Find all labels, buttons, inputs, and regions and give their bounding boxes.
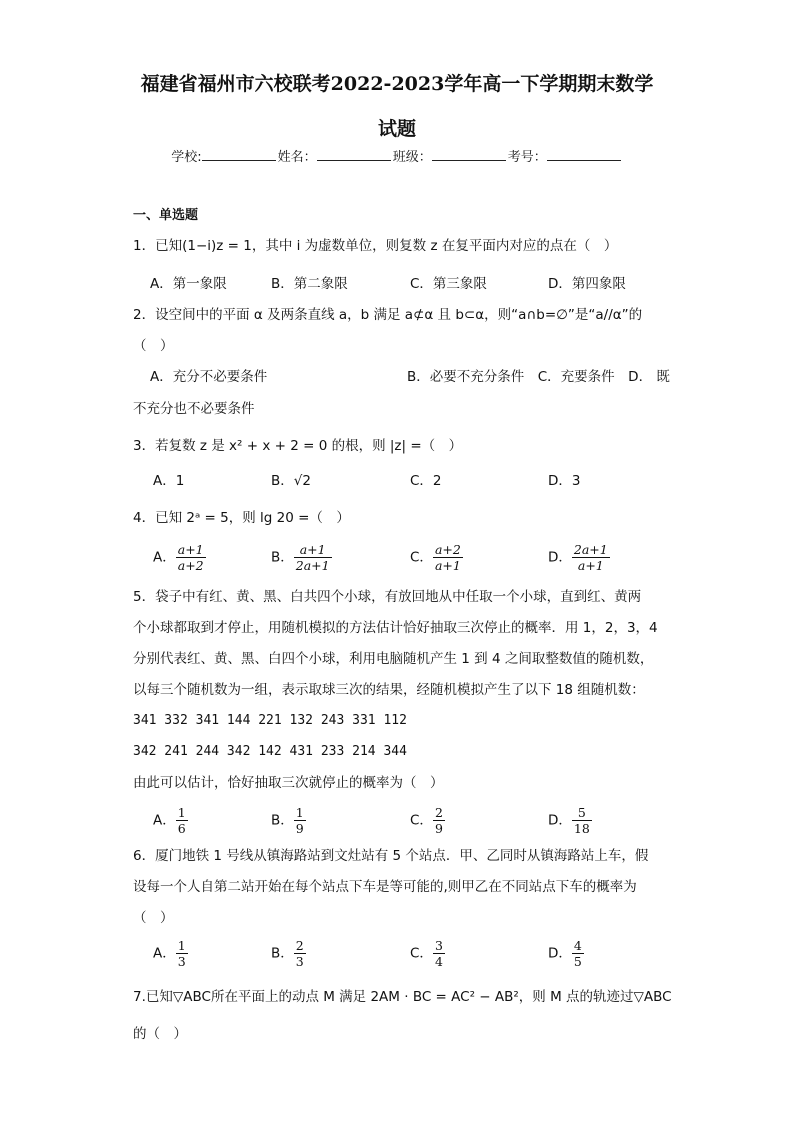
q5-a-fraction [176,805,188,836]
q5-b-fraction [294,805,306,836]
q5-option-c [410,805,445,836]
q2-stem-line1: 2．设空间中的平面 α 及两条直线 a，b 满足 a⊄α 且 b⊂α，则“a∩b=∅”是“a//α”的 [133,307,643,323]
q6-option-a [153,938,188,969]
q7-stem-line1: 7.已知▽ABC所在平面上的动点 M 满足 2AM · BC = AC² − AB²，则 M 点的轨迹过▽ABC [133,989,672,1005]
school-label: 学校: [171,150,202,165]
q5-option-b [271,805,306,836]
q4-c-fraction [433,542,463,573]
q5-c-denominator: 9 [434,821,443,836]
q5-random-row1: 341 332 341 144 221 132 243 331 112 [133,713,407,728]
q4-option-a [153,542,206,573]
q1-option-d: D．第四象限 [548,276,626,292]
q5-stem-line5: 由此可以估计，恰好抽取三次就停止的概率为（ ） [133,775,444,791]
q6-option-c [410,938,445,969]
q5-c-fraction [433,805,445,836]
q5-a-denominator: 6 [177,821,186,836]
q2-option-a: A．充分不必要条件 [150,369,268,385]
q5-d-denominator: 18 [573,821,590,836]
q5-d-label: D． [548,812,572,829]
q3-option-d: D．3 [548,473,581,489]
q5-random-row2: 342 241 244 342 142 431 233 214 344 [133,744,407,759]
q5-b-numerator: 1 [295,805,304,820]
q4-d-fraction [572,542,610,573]
q4-a-fraction [176,542,206,573]
q6-b-denominator: 3 [295,954,304,969]
q5-c-label: C． [410,812,433,829]
q1-option-c: C．第三象限 [410,276,487,292]
q3-stem: 3．若复数 z 是 x² + x + 2 = 0 的根，则 |z| =（ ） [133,438,463,454]
q4-d-label: D． [548,549,572,566]
q4-stem: 4．已知 2ᵃ = 5，则 lg 20 =（ ） [133,510,350,526]
q4-a-denominator: a+2 [177,558,204,573]
q4-c-denominator: a+1 [434,558,461,573]
q6-a-denominator: 3 [177,954,186,969]
q4-b-fraction [294,542,332,573]
q5-stem-line4: 以每三个随机数为一组，表示取球三次的结果，经随机模拟产生了以下 18 组随机数： [133,682,645,698]
exam-title-line1: 福建省福州市六校联考2022-2023学年高一下学期期末数学 [140,73,654,95]
q4-option-d [548,542,610,573]
q4-b-label: B． [271,549,294,566]
section-heading: 一、单选题 [133,208,199,223]
q6-stem-line1: 6．厦门地铁 1 号线从镇海路站到文灶站有 5 个站点．甲、乙同时从镇海路站上车，假 [133,848,649,864]
q4-d-numerator: 2a+1 [573,542,608,557]
q6-b-fraction [294,938,306,969]
q6-c-label: C． [410,945,433,962]
q5-a-label: A． [153,812,176,829]
name-label: 姓名： [277,150,317,165]
q6-a-fraction [176,938,188,969]
q5-a-numerator: 1 [177,805,186,820]
exam-title-line2: 试题 [377,118,416,140]
name-blank[interactable] [317,148,391,161]
q4-option-c [410,542,463,573]
q5-d-fraction [572,805,592,836]
q1-stem: 1．已知(1−i)z = 1，其中 i 为虚数单位，则复数 z 在复平面内对应的点在（ ） [133,238,618,254]
q6-option-d [548,938,584,969]
q5-option-d [548,805,592,836]
q6-b-numerator: 2 [295,938,304,953]
q4-b-numerator: a+1 [294,542,332,558]
q1-option-a: A．第一象限 [150,276,227,292]
q5-option-a [153,805,188,836]
q6-stem-line3: （ ） [133,910,174,926]
q3-option-b: B．√2 [271,473,311,489]
q4-a-label: A． [153,549,176,566]
q4-a-numerator: a+1 [177,542,204,557]
q2-option-d-tail: 不充分也不必要条件 [133,401,255,417]
student-info-row [0,146,794,165]
q6-a-numerator: 1 [177,938,186,953]
q4-b-denominator: 2a+1 [295,558,330,573]
q4-d-denominator: a+1 [577,558,604,573]
q3-option-c: C．2 [410,473,442,489]
q2-stem-line2: （ ） [133,338,174,354]
q6-d-numerator: 4 [573,938,582,953]
q6-c-numerator: 3 [434,938,443,953]
q5-stem-line3: 分别代表红、黄、黑、白四个小球，利用电脑随机产生 1 到 4 之间取整数值的随机数， [133,651,654,667]
q6-d-label: D． [548,945,572,962]
q6-b-label: B． [271,945,294,962]
q4-option-b [271,542,332,573]
q5-d-numerator: 5 [572,805,592,821]
class-blank[interactable] [432,148,506,161]
q6-c-fraction [433,938,445,969]
q5-c-numerator: 2 [434,805,443,820]
q6-c-denominator: 4 [434,954,443,969]
q6-d-denominator: 5 [573,954,582,969]
q7-stem-line2: 的（ ） [133,1026,187,1042]
q2-option-bcd: B．必要不充分条件 C．充要条件 D． 既 [407,369,670,385]
number-label: 考号： [507,150,547,165]
q6-d-fraction [572,938,584,969]
q5-b-denominator: 9 [295,821,304,836]
q5-stem-line1: 5．袋子中有红、黄、黑、白共四个小球，有放回地从中任取一个小球，直到红、黄两 [133,589,642,605]
q6-option-b [271,938,306,969]
q4-c-numerator: a+2 [434,542,461,557]
q5-stem-line2: 个小球都取到才停止，用随机模拟的方法估计恰好抽取三次停止的概率．用 1，2，3，4 [133,620,658,636]
q3-option-a: A．1 [153,473,185,489]
q4-c-label: C． [410,549,433,566]
number-blank[interactable] [547,148,621,161]
school-blank[interactable] [202,148,276,161]
q6-a-label: A． [153,945,176,962]
q1-option-b: B．第二象限 [271,276,348,292]
class-label: 班级： [392,150,432,165]
q5-b-label: B． [271,812,294,829]
q6-stem-line2: 设每一个人自第二站开始在每个站点下车是等可能的,则甲乙在不同站点下车的概率为 [133,879,637,895]
